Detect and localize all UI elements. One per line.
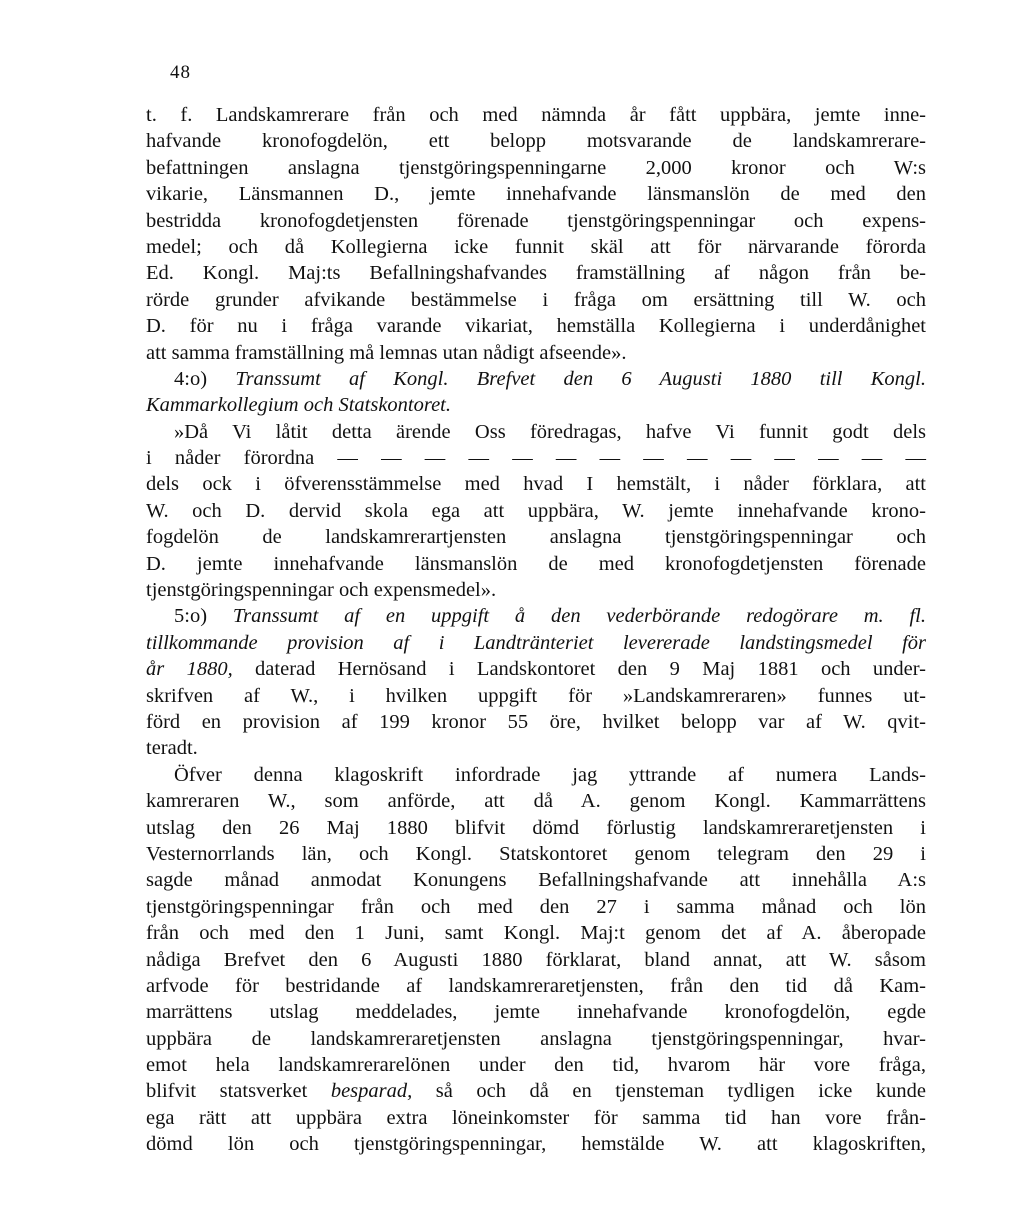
- text-segment: befattningen anslagna tjenstgöringspenningarne 2,000 kronor och W:s: [146, 156, 926, 179]
- text-segment: från och med den 1 Juni, samt Kongl. Maj:t genom det af A. åberopade: [146, 922, 926, 945]
- italic-text: Kammarkollegium och Statskontoret.: [146, 394, 451, 417]
- text-segment: uppbära de landskamreraretjensten anslagna tjenstgöringspenningar, hvar-: [146, 1027, 926, 1050]
- text-line: [146, 1052, 926, 1078]
- text-segment: W. och D. dervid skola ega att uppbära, W. jemte innehafvande krono-: [146, 499, 926, 522]
- text-line: [146, 551, 926, 577]
- text-segment: »Då Vi låtit detta ärende Oss föredragas, hafve Vi funnit godt dels: [174, 420, 926, 443]
- text-segment: nådiga Brefvet den 6 Augusti 1880 förklarat, bland annat, att W. såsom: [146, 948, 926, 971]
- text-line: [146, 1105, 926, 1131]
- text-segment: blifvit statsverket: [146, 1080, 331, 1103]
- text-line: [146, 366, 926, 392]
- text-segment: teradt.: [146, 737, 198, 760]
- text-segment: Ed. Kongl. Maj:ts Befallningshafvandes framställning af någon från be-: [146, 262, 926, 285]
- text-segment: medel; och då Kollegierna icke funnit skäl att för närvarande förorda: [146, 235, 926, 258]
- text-segment: sagde månad anmodat Konungens Befallningshafvande att innehålla A:s: [146, 869, 926, 892]
- text-segment: marrättens utslag meddelades, jemte innehafvande kronofogdelön, egde: [146, 1001, 926, 1024]
- text-line: [146, 260, 926, 286]
- text-segment: dömd lön och tjenstgöringspenningar, hemstälde W. att klagoskriften,: [146, 1133, 926, 1156]
- text-segment: D. för nu i fråga varande vikariat, hemställa Kollegierna i underdånighet: [146, 315, 926, 338]
- text-segment: skrifven af W., i hvilken uppgift för »Landskamreraren» funnes ut-: [146, 684, 926, 707]
- text-segment: rörde grunder afvikande bestämmelse i fråga om ersättning till W. och: [146, 288, 926, 311]
- text-segment: ega rätt att uppbära extra löneinkomster för samma tid han vore från-: [146, 1106, 926, 1129]
- text-segment: så och då en tjensteman tydligen icke kunde: [412, 1080, 926, 1103]
- text-line: [146, 208, 926, 234]
- text-line: [146, 392, 926, 418]
- text-line: [146, 445, 926, 471]
- text-segment: t. f. Landskamrerare från och med nämnda år fått uppbära, jemte inne-: [146, 104, 926, 126]
- text-line: [146, 498, 926, 524]
- text-line: [146, 524, 926, 550]
- text-line: [146, 577, 926, 603]
- text-line: [146, 683, 926, 709]
- text-segment: att samma framställning må lemnas utan nådigt afseende».: [146, 341, 627, 364]
- text-line: [146, 867, 926, 893]
- text-segment: kamreraren W., som anförde, att då A. genom Kongl. Kammarrättens: [146, 790, 926, 813]
- text-segment: emot hela landskamrerarelönen under den tid, hvarom här vore fråga,: [146, 1054, 926, 1077]
- italic-text: besparad,: [330, 1080, 413, 1103]
- text-line: [146, 102, 926, 128]
- text-line: [146, 656, 926, 682]
- text-segment: fogdelön de landskamrerartjensten anslagna tjenstgöringspenningar och: [146, 526, 926, 549]
- text-line: [146, 1026, 926, 1052]
- text-line: [146, 603, 926, 629]
- text-segment: Vesternorrlands län, och Kongl. Statskontoret genom telegram den 29 i: [146, 842, 926, 865]
- text-line: [146, 340, 926, 366]
- text-line: [146, 155, 926, 181]
- text-line: [146, 841, 926, 867]
- text-line: [146, 762, 926, 788]
- text-line: [146, 788, 926, 814]
- text-line: [146, 815, 926, 841]
- text-segment: tjenstgöringspenningar från och med den 27 i samma månad och lön: [146, 895, 926, 918]
- text-line: [146, 920, 926, 946]
- body-text: [146, 102, 926, 1158]
- text-line: [146, 471, 926, 497]
- text-line: [146, 181, 926, 207]
- text-segment: 5:o): [174, 605, 233, 628]
- text-segment: dels ock i öfverensstämmelse med hvad I hemstält, i nåder förklara, att: [146, 473, 926, 496]
- text-segment: daterad Hernösand i Landskontoret den 9 Maj 1881 och under-: [232, 658, 926, 681]
- text-line: [146, 709, 926, 735]
- italic-text: år 1880,: [146, 658, 233, 681]
- text-segment: 4:o): [174, 367, 236, 390]
- text-line: [146, 999, 926, 1025]
- text-segment: arfvode för bestridande af landskamreraretjensten, från den tid då Kam-: [146, 974, 926, 997]
- text-segment: vikarie, Länsmannen D., jemte innehafvande länsmanslön de med den: [146, 183, 926, 206]
- italic-text: tillkommande provision af i Landtränteriet levererade landstingsmedel för: [146, 631, 926, 654]
- text-line: [146, 128, 926, 154]
- text-segment: utslag den 26 Maj 1880 blifvit dömd förlustig landskamreraretjensten i: [146, 816, 926, 839]
- text-line: [146, 313, 926, 339]
- text-segment: tjenstgöringspenningar och expensmedel».: [146, 579, 497, 602]
- page-number: 48: [170, 62, 191, 83]
- text-segment: hafvande kronofogdelön, ett belopp motsvarande de landskamrerare-: [146, 130, 926, 153]
- text-line: [146, 894, 926, 920]
- text-segment: Öfver denna klagoskrift infordrade jag yttrande af numera Lands-: [174, 763, 926, 786]
- text-segment: förd en provision af 199 kronor 55 öre, hvilket belopp var af W. qvit-: [146, 710, 926, 733]
- text-line: [146, 947, 926, 973]
- italic-text: Transsumt af en uppgift å den vederbörande redogörare m. fl.: [232, 605, 926, 628]
- text-segment: bestridda kronofogdetjensten förenade tjenstgöringspenningar och expens-: [146, 209, 926, 232]
- text-line: [146, 419, 926, 445]
- text-line: [146, 1131, 926, 1157]
- text-line: [146, 1078, 926, 1104]
- text-line: [146, 234, 926, 260]
- text-segment: i nåder förordna — — — — — — — — — — — — — —: [146, 447, 926, 470]
- text-segment: D. jemte innehafvande länsmanslön de med kronofogdetjensten förenade: [146, 552, 926, 575]
- text-line: [146, 735, 926, 761]
- text-line: [146, 287, 926, 313]
- text-line: [146, 630, 926, 656]
- italic-text: Transsumt af Kongl. Brefvet den 6 Augusti 1880 till Kongl.: [235, 367, 927, 390]
- text-line: [146, 973, 926, 999]
